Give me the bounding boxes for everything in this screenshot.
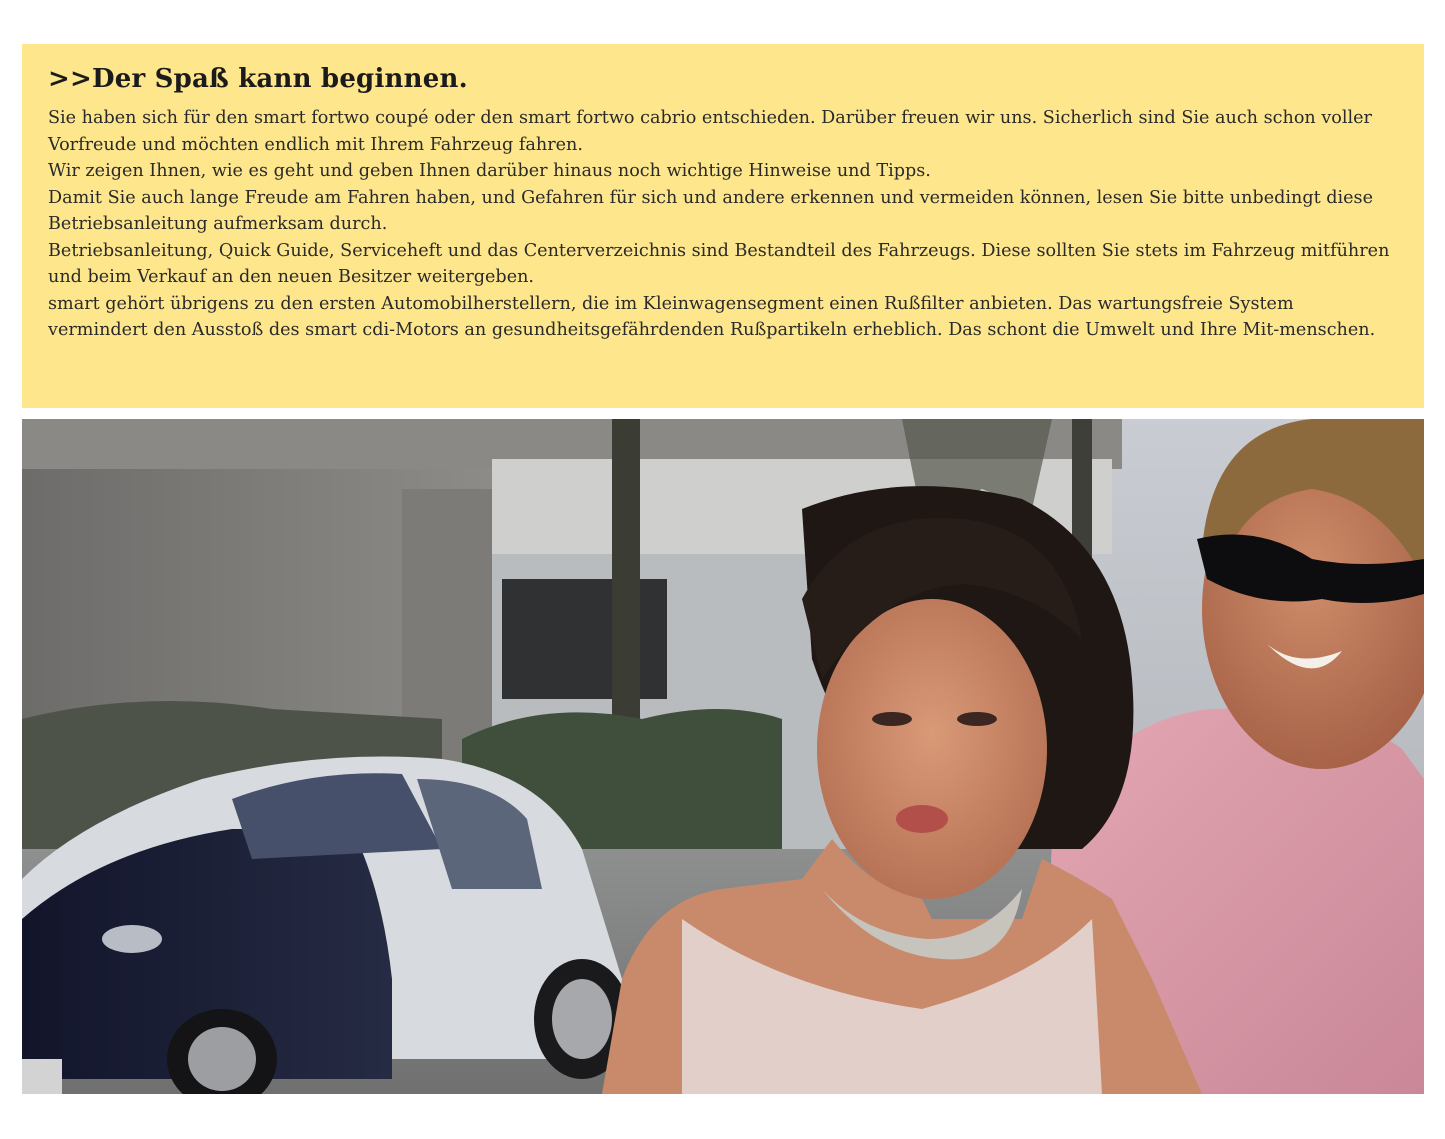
intro-box — [22, 44, 1424, 408]
intro-paragraph-5: smart gehört übrigens zu den ersten Automobilherstellern, die im Kleinwagensegment einen Rußfilter anbieten. Das wartungsfreie System vermindert den Ausstoß des smart cdi-Motors an gesundheitsgefährdenden Rußpartikeln erheblich. Das schont die Umwelt und Ihre Mit-menschen. — [48, 293, 1376, 340]
intro-paragraph-3: Damit Sie auch lange Freude am Fahren haben, und Gefahren für sich und andere erkennen und vermeiden können, lesen Sie bitte unbedingt diese Betriebsanleitung aufmerksam durch. — [48, 187, 1373, 234]
intro-paragraph-1: Sie haben sich für den smart fortwo coupé oder den smart fortwo cabrio entschieden. Darüber freuen wir uns. Sicherlich sind Sie auch schon voller Vorfreude und möchten endlich mit Ihrem Fahrzeug fahren. — [48, 108, 1372, 155]
intro-paragraph-2: Wir zeigen Ihnen, wie es geht und geben Ihnen darüber hinaus noch wichtige Hinweise und Tipps. — [48, 161, 931, 181]
page-title: >>Der Spaß kann beginnen. — [48, 64, 468, 94]
couple-with-smart-car-photo — [22, 419, 1424, 1094]
intro-paragraph-4: Betriebsanleitung, Quick Guide, Serviceheft und das Centerverzeichnis sind Bestandteil des Fahrzeugs. Diese sollten Sie stets im Fahrzeug mitführen und beim Verkauf an den neuen Besitzer weitergeben. — [48, 240, 1390, 287]
